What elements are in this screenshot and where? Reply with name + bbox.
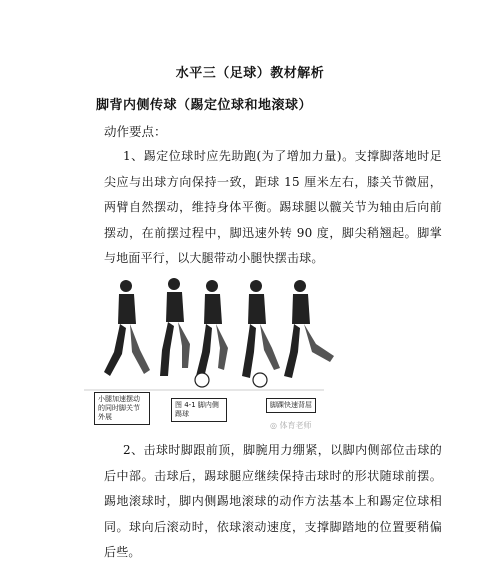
player-silhouette-3 — [196, 280, 228, 378]
player-silhouette-5 — [284, 280, 334, 378]
figure-caption-center: 图 4-1 脚内侧踢球 — [171, 398, 227, 422]
section-label: 动作要点： — [104, 124, 167, 139]
paragraph-1: 1、踢定位球时应先助跑(为了增加力量)。支撑脚落地时足尖应与出球方向保持一致，距球 15 厘米左右，膝关节微屈，两臂自然摆动，维持身体平衡。踢球腿以髋关节为轴由后向前摆动，在前摆过程中，脚迅速外转 90 度，脚尖稍翘起。脚掌与地面平行，以大腿带动小腿快摆击球。 — [104, 149, 442, 265]
document-title: 水平三（足球）教材解析 — [175, 66, 325, 81]
player-silhouette-2 — [160, 278, 190, 376]
ball — [195, 373, 267, 387]
player-silhouette-4 — [242, 280, 280, 378]
figure-caption-left: 小腿加速摆动的同时脚关节外展 — [94, 392, 150, 425]
document-subtitle: 脚背内侧传球（踢定位球和地滚球） — [96, 98, 313, 113]
figure-caption-right: 脚踝快速背屈 — [266, 398, 316, 413]
watermark — [270, 420, 312, 431]
player-silhouette-1 — [104, 280, 150, 376]
watermark-icon: ◎ — [270, 421, 280, 430]
paragraph-2: 2、击球时脚跟前顶，脚腕用力绷紧，以脚内侧部位击球的后中部。击球后，踢球腿应继续保持击球时的形状随球前摆。踢地滚球时，脚内侧踢地滚球的动作方法基本上和踢定位球相同。球向后滚动时，依球滚动速度，支撑脚踏地的位置要稍偏后些。 — [104, 443, 442, 559]
watermark-text: 体育老师 — [279, 421, 312, 430]
